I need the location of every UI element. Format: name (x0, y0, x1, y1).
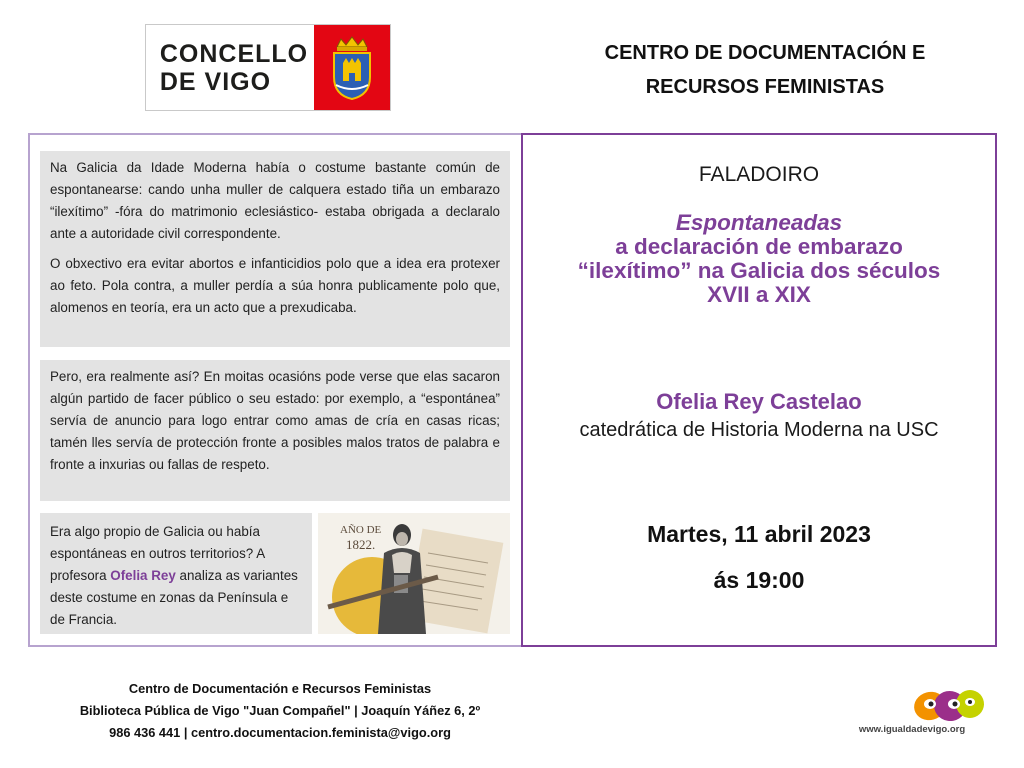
footer-contact (40, 678, 520, 744)
coat-of-arms-icon (314, 25, 390, 110)
logo-line-2: DE VIGO (159, 67, 272, 96)
logo-text (152, 40, 308, 96)
speaker-intro-text-a: Era algo propio de Galicia ou había espontáneas en outros territorios? A profesora (50, 524, 265, 583)
igualdade-logo-icon (908, 686, 988, 726)
footer-line-1: Centro de Documentación e Recursos Feministas (128, 681, 432, 696)
footer-line-3: 986 436 441 | centro.documentacion.feminista@vigo.org (109, 725, 451, 740)
talk-title-line-3: “ilexítimo” na Galicia dos séculos (577, 258, 941, 283)
event-time: ás 19:00 (713, 567, 805, 593)
intro-text-box (40, 151, 510, 347)
footer-line-2: Biblioteca Pública de Vigo "Juan Compañel" | Joaquín Yáñez 6, 2º (79, 703, 481, 718)
website-url: www.igualdadevigo.org (858, 724, 966, 735)
intro-paragraph-1: Na Galicia da Idade Moderna había o costume bastante común de espontanearse: cando unha muller de calquera estado tiña un embarazo “ilexítimo” -fóra do matrimonio eclesiástico- estaba obrigada a declaralo ante a autoridade civil correspondente. (50, 160, 500, 241)
page-title (530, 36, 1000, 104)
historical-illustration (318, 513, 510, 634)
svg-text:AÑO DE: AÑO DE (340, 524, 382, 536)
talk-title-line-2: a declaración de embarazo (615, 234, 903, 259)
logo-text-area (146, 25, 314, 110)
talk-title-line-1: Espontaneadas (675, 210, 843, 235)
speaker-role: catedrática de Historia Moderna na USC (579, 419, 939, 441)
title-line-2: RECURSOS FEMINISTAS (645, 76, 885, 98)
intro-paragraph-2: O obxectivo era evitar abortos e infanticidios polo que a idea era protexer ao feto. Pola contra, a muller perdía a súa honra publicamente polo que, alomenos en teoría, era un acto que a prexudicaba. (50, 256, 500, 315)
event-date: Martes, 11 abril 2023 (647, 521, 871, 547)
concello-de-vigo-logo (145, 24, 391, 111)
svg-text:1822.: 1822. (346, 537, 376, 552)
speaker-name-highlight: Ofelia Rey (110, 568, 176, 583)
logo-line-1: CONCELLO (159, 39, 309, 68)
speaker-name: Ofelia Rey Castelao (656, 389, 862, 414)
event-type-label: FALADOIRO (698, 163, 820, 186)
event-panel (521, 133, 997, 647)
title-line-1: CENTRO DE DOCUMENTACIÓN E (604, 42, 926, 64)
question-paragraph: Pero, era realmente así? En moitas ocasións pode verse que elas sacaron algún partido de facer público o seu estado: por exemplo, a “espontánea” servía de anuncio para logo entrar como amas de cría en casas ricas; tamén lles servía de protección fronte a posibles malos tratos de palabra e fronte a inxurias ou fallas de respeto. (50, 369, 500, 472)
speaker-intro-text-b: analiza as variantes deste costume en zonas da Península e de Francia. (50, 568, 298, 627)
talk-title (523, 211, 995, 307)
speaker-intro-box (40, 513, 312, 634)
talk-title-line-4: XVII a XIX (707, 282, 811, 307)
question-text-box (40, 360, 510, 501)
